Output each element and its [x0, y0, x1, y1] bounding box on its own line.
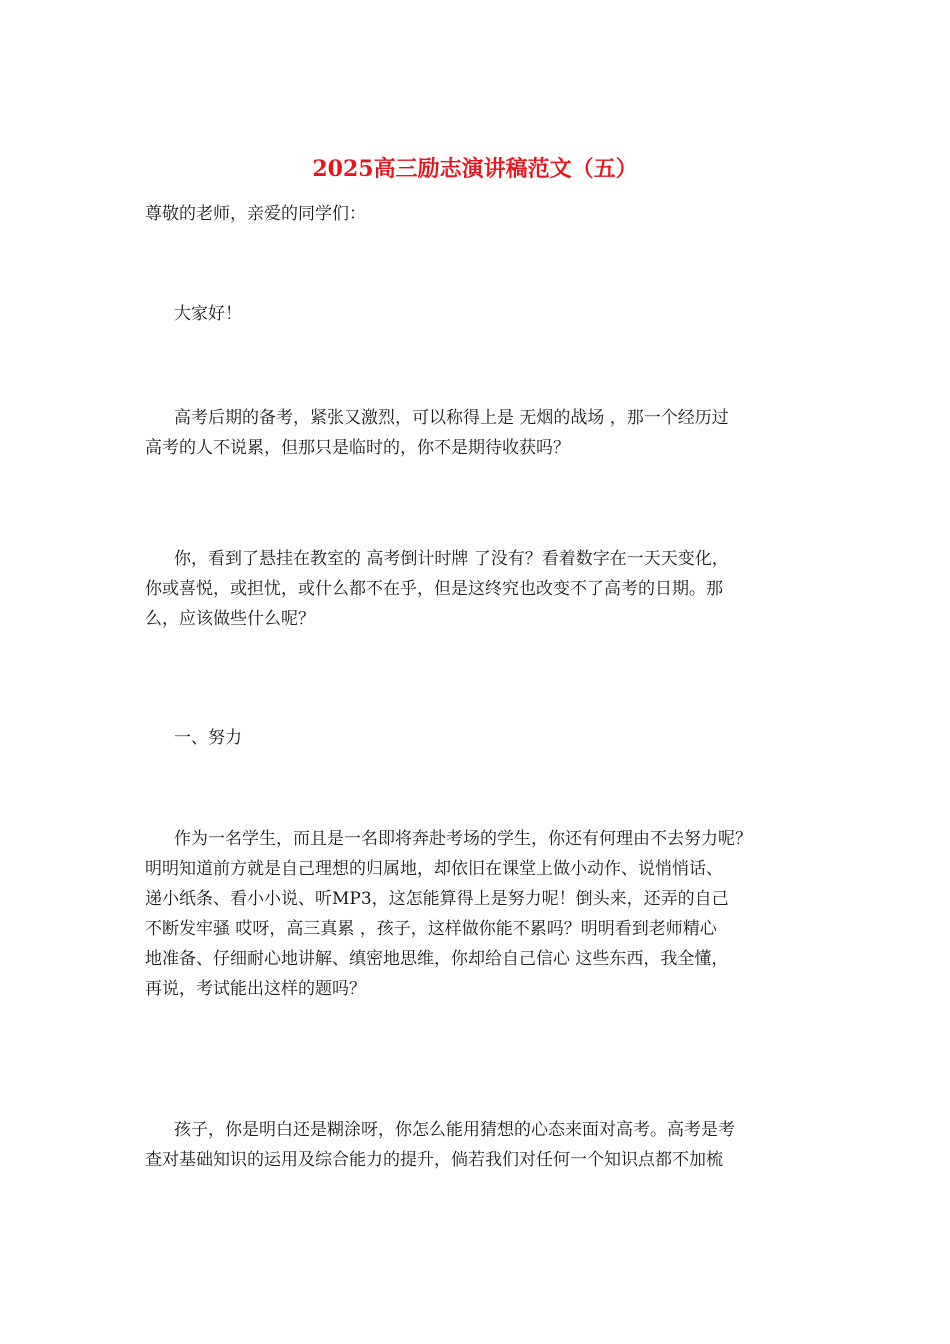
- text-line: 查对基础知识的运用及综合能力的提升，倘若我们对任何一个知识点都不加梳: [145, 1150, 723, 1170]
- text-line: 作为一名学生，而且是一名即将奔赴考场的学生，你还有何理由不去努力呢？: [174, 829, 752, 849]
- text-line: 递小纸条、看小小说、听MP3，这怎能算得上是努力呢！倒头来，还弄的自己: [145, 889, 729, 909]
- document-title: 2025高三励志演讲稿范文（五）: [312, 156, 638, 182]
- section-heading-line: 一、努力: [174, 728, 242, 748]
- section-heading-effort: [145, 723, 815, 753]
- text-line: 地准备、仔细耐心地讲解、缜密地思维，你却给自己信心 这些东西，我全懂，: [145, 949, 729, 969]
- salutation: [145, 199, 815, 229]
- text-line: 你或喜悦，或担忧，或什么都不在乎，但是这终究也改变不了高考的日期。那: [145, 579, 723, 599]
- greeting-line: 大家好！: [174, 304, 242, 324]
- text-line: 高考后期的备考，紧张又激烈，可以称得上是 无烟的战场 ，那一个经历过: [174, 408, 729, 428]
- text-line: 你，看到了悬挂在教室的 高考倒计时牌 了没有？看着数字在一天天变化，: [174, 549, 729, 569]
- text-line: 么，应该做些什么呢？: [145, 609, 315, 629]
- paragraph-2: [145, 544, 815, 634]
- text-line: 再说，考试能出这样的题吗？: [145, 979, 366, 999]
- text-line: 孩子，你是明白还是糊涂呀，你怎么能用猜想的心态来面对高考。高考是考: [174, 1120, 735, 1140]
- salutation-line: 尊敬的老师，亲爱的同学们：: [145, 204, 366, 224]
- paragraph-4: [145, 1115, 815, 1175]
- text-line: 高考的人不说累，但那只是临时的，你不是期待收获吗？: [145, 438, 570, 458]
- greeting: [145, 299, 815, 329]
- text-line: 不断发牢骚 哎呀，高三真累 ，孩子，这样做你能不累吗？明明看到老师精心: [145, 919, 717, 939]
- text-line: 明明知道前方就是自己理想的归属地，却依旧在课堂上做小动作、说悄悄话、: [145, 859, 723, 879]
- paragraph-1: [145, 403, 815, 463]
- paragraph-3: [145, 824, 815, 1004]
